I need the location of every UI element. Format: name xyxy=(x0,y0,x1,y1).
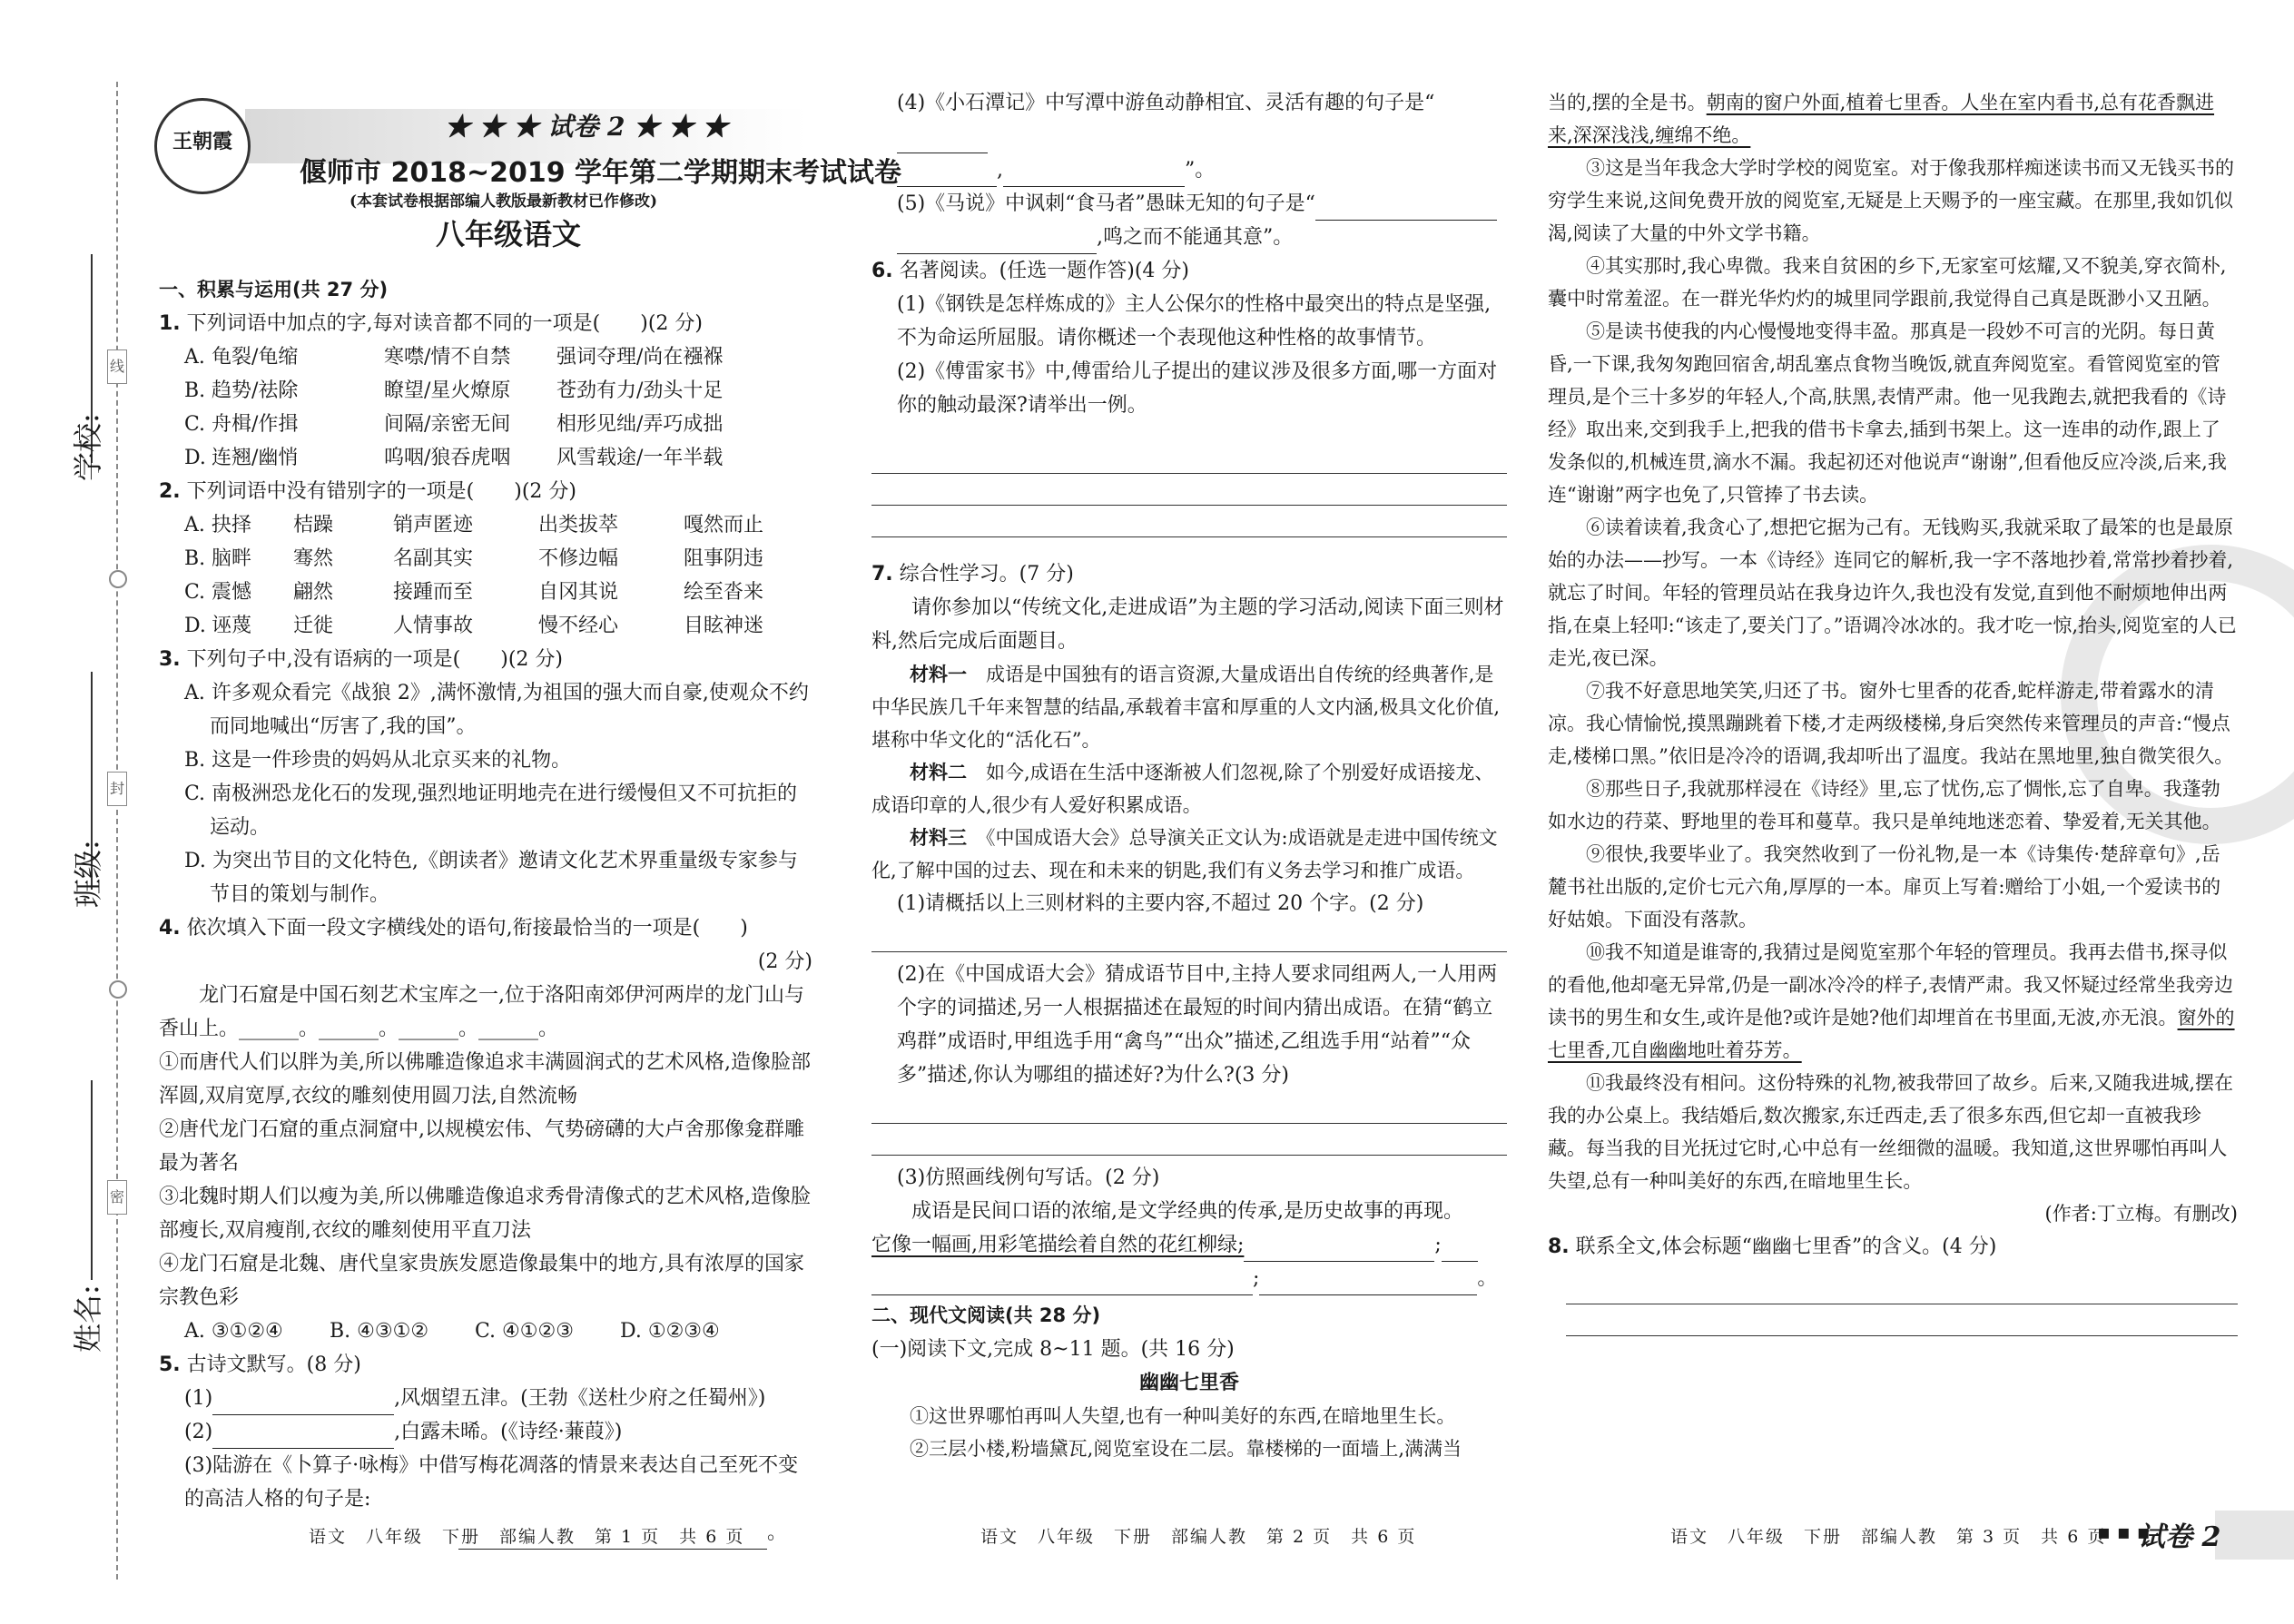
question-number: 7. xyxy=(871,563,893,586)
answer-blank[interactable] xyxy=(1442,1237,1478,1262)
series-tag-text: 试卷 2 xyxy=(547,112,625,142)
question-text: 综合性学习。(7 分) xyxy=(899,563,1074,586)
answer-blank[interactable] xyxy=(897,230,1097,254)
option-word: 出类拔萃 xyxy=(538,514,619,536)
question-text: 古诗文默写。(8 分) xyxy=(186,1353,361,1376)
question-score: (2 分) xyxy=(757,950,812,973)
question-number: 8. xyxy=(1548,1235,1570,1258)
answer-line[interactable] xyxy=(871,442,1507,474)
punch-hole xyxy=(109,980,127,999)
answer-line[interactable] xyxy=(871,506,1507,537)
question-text: 名著阅读。(任选一题作答)(4 分) xyxy=(899,260,1189,282)
section-heading: 二、现代文阅读(共 28 分) xyxy=(871,1304,1101,1326)
option-word: 慢不经心 xyxy=(538,615,619,637)
example-sentence: 成语是民间口语的浓缩,是文学经典的传承,是历史故事的再现。 xyxy=(911,1200,1463,1223)
answer-blank[interactable] xyxy=(1315,196,1497,221)
option-word: 寒噤/情不自禁 xyxy=(384,346,511,369)
option-word: 震憾 xyxy=(212,581,252,604)
answer-line[interactable] xyxy=(1566,1273,2238,1304)
option-word: 骞然 xyxy=(293,547,334,570)
option-word: 人情事故 xyxy=(393,615,474,637)
option-letter: C. xyxy=(184,413,206,436)
question-text: 下列词语中加点的字,每对读音都不同的一项是( )(2 分) xyxy=(186,312,703,335)
question-number: 3. xyxy=(159,648,181,671)
choice-row xyxy=(159,1314,812,1348)
page-footer: 语文 八年级 下册 部编人教 第 3 页 共 6 页 xyxy=(1670,1527,2107,1547)
sub-text: ,风烟望五津。(王勃《送杜少府之任蜀州》) xyxy=(394,1387,766,1410)
option-row[interactable] xyxy=(159,374,812,408)
sub-text: ,鸣之而不能通其意”。 xyxy=(1097,226,1294,249)
logo-text: 王朝霞 xyxy=(172,130,232,153)
answer-line[interactable] xyxy=(871,474,1507,506)
option-row[interactable] xyxy=(159,542,812,576)
choice-c[interactable]: C. ④①②③ xyxy=(475,1320,574,1343)
binding-strip xyxy=(0,0,136,1624)
sub-question: (3)陆游在《卜算子·咏梅》中借写梅花凋落的情景来表达自己至死不变的高洁人格的句子是: xyxy=(184,1454,799,1511)
material-label: 材料一 xyxy=(910,663,967,685)
exam-note: (本套试卷根据部编人教版最新教材已作修改) xyxy=(350,192,658,211)
option-word: 龟裂/龟缩 xyxy=(212,346,299,369)
option-c[interactable]: C. 南极洲恐龙化石的发现,强烈地证明地壳在进行缓慢但又不可抗拒的运动。 xyxy=(184,782,798,839)
underlined-sentence: 朝南的窗户外面,植着七里香。人坐在室内看书,总有花香飘进来,深深浅浅,缠绵不绝。 xyxy=(1548,92,2215,146)
option-word: 诬蔑 xyxy=(212,615,252,637)
option-word: 舟楫/作揖 xyxy=(212,413,299,436)
answer-blank[interactable] xyxy=(1244,1237,1434,1262)
page-2-column: (4)《小石潭记》中写潭中游鱼动静相宜、灵活有趣的句子是“ , ”。 (5)《马说》中讽刺“食马者”愚昧无知的句子是“ ,鸣之而不能通其意”。 6. 名著阅读。(任选一题作答)(4 分) (1)《钢铁是怎样炼成的》主人公保尔的性格中最突出的特点是坚强,不为命运所屈服。请你概述一个表现他这种性格的故事情节。 (2)《傅雷家书》中,傅雷给儿子提出的建议涉及很多方面,哪一方面对你的触动最深?请举出一例。 7. 综合性学习。(7 分) 请你参加以“传统文化,走进成语”为主题的学习活动,阅读下面三则材料,然后完成后面题目。 材料一 成语是中国独有的语言资源,大量成语出自传统的经典著作,是中华民族几千年来智慧的结晶,承载着丰富和厚重的人文内涵,极具文化价值,堪称中华文化的“活化石”。 材料二 如今,成语在生活中逐渐被人们忽视,除了个别爱好成语接龙、成语印章的人,很少有人爱好积累成语。 材料三 《中国成语大会》总导演关正文认为:成语就是走进中国传统文化,了解中国的过去、现在和未来的钥匙,我们有义务去学习和推广成语。 (1)请概括以上三则材料的主要内容,不超过 20 个字。(2 分) (2)在《中国成语大会》猜成语节目中,主持人要求同组两人,一人用两个字的词描述,另一人根据描述在最短的时间内猜出成语。在猜“鹤立鸡群”成语时,甲组选手用“禽鸟”“出众”描述,乙组选手用“站着”“众多”描述,你认为哪组的描述好?为什么?(3 分) (3)仿照画线例句写话。(2 分) 成语是民间口语的浓缩,是文学经典的传承,是历史故事的再现。 它像一幅画,用彩笔描绘着自然的花红柳绿; ; ; 。 二、现代文阅读(共 28 分) (一)阅读下文,完成 8~11 题。(共 16 分) 幽幽七里香 ①这世界哪怕再叫人失望,也有一种叫美好的东西,在暗地里生长。 ②三层小楼,粉墙黛瓦,阅览室设在二层。靠楼梯的一面墙上,满满当 xyxy=(871,86,1507,1465)
essay-paragraph: ⑪我最终没有相问。这份特殊的礼物,被我带回了故乡。后来,又随我进城,摆在我的办公桌上。我结婚后,数次搬家,东迁西走,丢了很多东西,但它却一直被我珍藏。每当我的目光抚过它时,心中总有一丝细微的温暖。我知道,这世界哪怕再叫人失望,总有一种叫美好的东西,在暗地里生长。 xyxy=(1548,1072,2234,1192)
answer-line[interactable] xyxy=(871,1124,1507,1156)
option-word: 风雪载途/一年半载 xyxy=(556,447,724,469)
question-text: 下列词语中没有错别字的一项是( )(2 分) xyxy=(186,480,576,503)
essay-text: 当的,摆的全是书。 xyxy=(1548,92,1707,113)
essay-paragraph: ⑨很快,我要毕业了。我突然收到了一份礼物,是一本《诗集传·楚辞章句》,岳麓书社出版的,定价七元六角,厚厚的一本。扉页上写着:赠给丁小姐,一个爱读书的好姑娘。下面没有落款。 xyxy=(1548,843,2221,930)
subject-title: 八年级语文 xyxy=(436,217,582,251)
series-tag: ★ ★ ★ 试卷 2 ★ ★ ★ xyxy=(445,112,728,142)
class-label: 班级: xyxy=(71,840,105,908)
question-number: 4. xyxy=(159,917,181,940)
option-word: 嘎然而止 xyxy=(684,514,764,536)
option-a[interactable]: A. 许多观众看完《战狼 2》,满怀激情,为祖国的强大而自豪,使观众不约而同地喊出“厉害了,我的国”。 xyxy=(184,682,809,738)
answer-blank[interactable] xyxy=(212,1424,394,1449)
seal-line xyxy=(116,82,118,1580)
option-b[interactable]: B. 这是一件珍贵的妈妈从北京买来的礼物。 xyxy=(184,749,572,772)
option-d[interactable]: D. 为突出节目的文化特色,《朗读者》邀请文化艺术界重量级专家参与节目的策划与制作。 xyxy=(184,850,798,906)
essay-paragraph: ⑧那些日子,我就那样浸在《诗经》里,忘了忧伤,忘了惆怅,忘了自卑。我蓬勃如水边的荇菜、野地里的卷耳和蔓草。我只是单纯地迷恋着、挚爱着,无关其他。 xyxy=(1548,778,2221,832)
option-word: 抉择 xyxy=(212,514,252,536)
choice-a[interactable]: A. ③①②④ xyxy=(184,1320,283,1343)
option-row[interactable] xyxy=(159,441,812,475)
option-letter: C. xyxy=(184,581,206,604)
essay-paragraph: ⑤是读书使我的内心慢慢地变得丰盈。那真是一段妙不可言的光阴。每日黄昏,一下课,我匆匆跑回宿舍,胡乱塞点食物当晚饭,就直奔阅览室。看管阅览室的管理员,是个三十多岁的年轻人,个高,肤黑,表情严肃。他一见我跑去,就把我看的《诗经》取出来,交到我手上,把我的借书卡拿去,插到书架上。这一连串的动作,跟上了发条似的,机械连贯,滴水不漏。我起初还对他说声“谢谢”,但看他反应冷淡,后来,我连“谢谢”两字也免了,只管捧了书去读。 xyxy=(1548,320,2227,506)
option-word: 连翘/幽悄 xyxy=(212,447,299,469)
sub-number: (2) xyxy=(184,1421,213,1443)
option-word: 脑畔 xyxy=(212,547,252,570)
corner-tag: 试卷 2 xyxy=(2138,1521,2221,1553)
sub-text: ,白露未晞。(《诗经·蒹葭》) xyxy=(394,1421,623,1443)
question-text: 联系全文,体会标题“幽幽七里香”的含义。(4 分) xyxy=(1575,1235,1997,1258)
essay-paragraph: ②三层小楼,粉墙黛瓦,阅览室设在二层。靠楼梯的一面墙上,满满当 xyxy=(910,1438,1462,1460)
option-word: 瞭望/星火燎原 xyxy=(384,379,511,402)
underlined-sentence: 窗外的七里香,兀自幽幽地吐着芬芳。 xyxy=(1548,1007,2235,1061)
answer-blank[interactable] xyxy=(897,162,997,187)
exam-title: 偃师市 2018~2019 学年第二学期期末考试试卷 xyxy=(300,157,902,189)
option-letter: B. xyxy=(184,547,206,570)
passage-text: 龙门石窟是中国石刻艺术宝库之一,位于洛阳南郊伊河两岸的龙门山与香山上。______。______。______。______。 xyxy=(159,984,804,1040)
option-word: 翩然 xyxy=(293,581,334,604)
sub-question: (1)请概括以上三则材料的主要内容,不超过 20 个字。(2 分) xyxy=(897,892,1424,915)
option-word: 迁徙 xyxy=(293,615,334,637)
logo xyxy=(154,98,251,194)
sub-text: ”。 xyxy=(1185,159,1216,182)
question-text: 依次填入下面一段文字横线处的语句,衔接最恰当的一项是( ) xyxy=(186,917,748,940)
option-word: 接踵而至 xyxy=(393,581,474,604)
corner-band xyxy=(2215,1511,2294,1560)
section-subheading: (一)阅读下文,完成 8~11 题。(共 16 分) xyxy=(871,1338,1235,1361)
name-label: 姓名: xyxy=(71,1284,105,1353)
option-word: 相形见绌/弄巧成拙 xyxy=(556,413,724,436)
school-label: 学校: xyxy=(71,413,105,481)
option-row[interactable] xyxy=(159,408,812,441)
sub-question: (3)仿照画线例句写话。(2 分) xyxy=(897,1166,1160,1189)
sub-text: (5)《马说》中讽刺“食马者”愚昧无知的句子是“ xyxy=(897,192,1315,215)
sub-question: (2)《傅雷家书》中,傅雷给儿子提出的建议涉及很多方面,哪一方面对你的触动最深?请举出一例。 xyxy=(897,360,1498,417)
page-3-column xyxy=(1548,86,2238,1336)
option-row[interactable] xyxy=(159,609,812,643)
essay-paragraph: ①这世界哪怕再叫人失望,也有一种叫美好的东西,在暗地里生长。 xyxy=(910,1405,1456,1427)
answer-blank[interactable] xyxy=(212,1391,394,1415)
essay-paragraph: ⑥读着读着,我贪心了,想把它据为己有。无钱购买,我就采取了最笨的也是最原始的办法——抄写。一本《诗经》连同它的解析,我一字不落地抄着,常常抄着抄着,就忘了时间。年轻的管理员站在我身边许久,我也没有发觉,直到他不耐烦地伸出两指,在桌上轻叩:“该走了,要关门了。”语调冷冰冰的。我才吃一惊,抬头,阅览室的人已走光,夜已深。 xyxy=(1548,517,2237,669)
option-row[interactable] xyxy=(159,576,812,609)
option-word: 苍劲有力/劲头十足 xyxy=(556,379,724,402)
choice-d[interactable]: D. ①②③④ xyxy=(620,1320,720,1343)
material-label: 材料二 xyxy=(910,761,967,783)
seal-char-feng: 封 xyxy=(107,772,127,806)
essay-text: ⑩我不知道是谁寄的,我猜过是阅览室那个年轻的管理员。我再去借书,探寻似的看他,他却毫无异常,仍是一副冰冷冷的样子,表情严肃。我又怀疑过经常坐我旁边读书的男生和女生,或许是他?或许是她?他们却埋首在书里面,无波,亦无浪。 xyxy=(1548,941,2234,1029)
sub-text: (4)《小石潭记》中写潭中游鱼动静相宜、灵活有趣的句子是“ xyxy=(897,92,1435,114)
name-field[interactable] xyxy=(91,1080,93,1280)
option-word: 强词夺理/尚在襁褓 xyxy=(556,346,724,369)
question-text: 下列句子中,没有语病的一项是( )(2 分) xyxy=(186,648,563,671)
sentence-item: ①而唐代人们以胖为美,所以佛雕造像追求丰满圆润式的艺术风格,造像脸部浑圆,双肩宽厚,衣纹的雕刻使用圆刀法,自然流畅 xyxy=(159,1051,811,1107)
page-footer: 语文 八年级 下册 部编人教 第 1 页 共 6 页 xyxy=(309,1527,745,1547)
question-number: 1. xyxy=(159,312,181,335)
question-number: 2. xyxy=(159,480,181,503)
seal-char-xian: 线 xyxy=(107,349,127,384)
page-footer: 语文 八年级 下册 部编人教 第 2 页 共 6 页 xyxy=(980,1527,1417,1547)
option-word: 绘至沓来 xyxy=(684,581,764,604)
sentence-item: ②唐代龙门石窟的重点洞窟中,以规模宏伟、气势磅礴的大卢舍那像龛群雕最为著名 xyxy=(159,1118,804,1175)
option-word: 趋势/祛除 xyxy=(212,379,299,402)
question-number: 6. xyxy=(871,260,893,282)
option-letter: A. xyxy=(184,346,205,369)
sentence-item: ④龙门石窟是北魏、唐代皇家贵族发愿造像最集中的地方,具有浓厚的国家宗教色彩 xyxy=(159,1253,804,1309)
essay-title: 幽幽七里香 xyxy=(1138,1372,1239,1394)
option-word: 名副其实 xyxy=(393,547,474,570)
option-word: 自冈其说 xyxy=(538,581,619,604)
underlined-example: 它像一幅画,用彩笔描绘着自然的花红柳绿; xyxy=(871,1234,1245,1256)
answer-blank[interactable] xyxy=(871,1271,1253,1295)
option-word: 呜咽/狼吞虎咽 xyxy=(384,447,511,469)
answer-line[interactable] xyxy=(871,1092,1507,1124)
option-word: 目眩神迷 xyxy=(684,615,764,637)
option-letter: D. xyxy=(184,615,206,637)
essay-paragraph: ③这是当年我念大学时学校的阅览室。对于像我那样痴迷读书而又无钱买书的穷学生来说,这间免费开放的阅览室,无疑是上天赐予的一座宝藏。在那里,我如饥似渴,阅读了大量的中外文学书籍。 xyxy=(1548,157,2234,244)
essay-paragraph: ④其实那时,我心卑微。我来自贫困的乡下,无家室可炫耀,又不貌美,穿衣简朴,囊中时常羞涩。在一群光华灼灼的城里同学跟前,我觉得自己真是既渺小又丑陋。 xyxy=(1548,255,2227,310)
essay-paragraph: ⑦我不好意思地笑笑,归还了书。窗外七里香的花香,蛇样游走,带着露水的清凉。我心情愉悦,摸黑蹦跳着下楼,才走两级楼梯,身后突然传来管理员的声音:“慢点走,楼梯口黑。”依旧是冷冷的语调,我却听出了温度。我站在黑地里,独自微笑很久。 xyxy=(1548,680,2234,767)
sub-question: (2)在《中国成语大会》猜成语节目中,主持人要求同组两人,一人用两个字的词描述,另一人根据描述在最短的时间内猜出成语。在猜“鹤立鸡群”成语时,甲组选手用“禽鸟”“出众”描述,乙组选手用“站着”“众多”描述,你认为哪组的描述好?为什么?(3 分) xyxy=(897,963,1498,1087)
option-letter: A. xyxy=(184,514,205,536)
answer-line[interactable] xyxy=(871,920,1507,952)
question-number: 5. xyxy=(159,1353,181,1376)
byline: (作者:丁立梅。有删改) xyxy=(2044,1203,2238,1225)
choice-b[interactable]: B. ④③①② xyxy=(330,1320,429,1343)
option-letter: D. xyxy=(184,447,206,469)
page-1-column: 一、积累与运用(共 27 分) 1. 下列词语中加点的字,每对读音都不同的一项是( )(2 分) A. 龟裂/龟缩 寒噤/情不自禁 强词夺理/尚在襁褓 B. 趋势/祛除 瞭望/星火燎原 苍劲有力/劲头十足 C. 舟楫/作揖 间隔/亲密无间 相形见绌/弄巧成拙 D. 连翘/幽悄 呜咽/狼吞虎咽 风雪载途/一年半载 2. 下列词语中没有错别字的一项是( )(2 分) A. 抉择 桔躁 销声匿迹 出类拔萃 嘎然而止 B. 脑畔 骞然 名副其实 不修边幅 阻事阴违 C. 震憾 翩然 接踵而至 自冈其说 绘至沓来 D. 诬蔑 迁徙 人情事故 慢不经心 目眩神迷 3. 下列句子中,没有语病的一项是( )(2 分) A. 许多观众看完《战狼 2》,满怀激情,为祖国的强大而自豪,使观众不约而同地喊出“厉害了,我的国”。 B. 这是一件珍贵的妈妈从北京买来的礼物。 C. 南极洲恐龙化石的发现,强烈地证明地壳在进行缓慢但又不可抗拒的运动。 D. 为突出节目的文化特色,《朗读者》邀请文化艺术界重量级专家参与节目的策划与制作。 4. 依次填入下面一段文字横线处的语句,衔接最恰当的一项是( ) (2 分) 龙门石窟是中国石刻艺术宝库之一,位于洛阳南郊伊河两岸的龙门山与香山上。______。______。______。______。 ①而唐代人们以胖为美,所以佛雕造像追求丰满圆润式的艺术风格,造像脸部浑圆,双肩宽厚,衣纹的雕刻使用圆刀法,自然流畅 ②唐代龙门石窟的重点洞窟中,以规模宏伟、气势磅礴的大卢舍那像龛群雕最为著名 ③北魏时期人们以瘦为美,所以佛雕造像追求秀骨清像式的艺术风格,造像脸部瘦长,双肩瘦削,衣纹的雕刻使用平直刀法 ④龙门石窟是北魏、唐代皇家贵族发愿造像最集中的地方,具有浓厚的国家宗教色彩 A. ③①②④ B. ④③①② C. ④①②③ D. ①②③④ 5. 古诗文默写。(8 分) (1) ,风烟望五津。(王勃《送杜少府之任蜀州》) (2) ,白露未晞。(《诗经·蒹葭》) (3)陆游在《卜算子·咏梅》中借写梅花凋落的情景来表达自己至死不变的高洁人格的句子是: 。 xyxy=(159,268,812,1550)
answer-blank[interactable] xyxy=(1003,162,1185,187)
question-intro: 请你参加以“传统文化,走进成语”为主题的学习活动,阅读下面三则材料,然后完成后面题目。 xyxy=(871,596,1504,653)
answer-line[interactable] xyxy=(1566,1304,2238,1336)
material-text: 《中国成语大会》总导演关正文认为:成语就是走进中国传统文化,了解中国的过去、现在和未来的钥匙,我们有义务去学习和推广成语。 xyxy=(871,827,1498,881)
seal-char-mi: 密 xyxy=(107,1180,127,1215)
option-letter: B. xyxy=(184,379,206,402)
option-word: 桔躁 xyxy=(293,514,334,536)
option-row[interactable] xyxy=(159,340,812,374)
material-label: 材料三 xyxy=(910,826,967,849)
option-word: 阻事阴违 xyxy=(684,547,764,570)
material-text: 如今,成语在生活中逐渐被人们忽视,除了个别爱好成语接龙、成语印章的人,很少有人爱好积累成语。 xyxy=(871,762,1494,816)
section-heading: 一、积累与运用(共 27 分) xyxy=(159,279,389,300)
sub-number: (1) xyxy=(184,1387,213,1410)
answer-blank[interactable] xyxy=(1259,1271,1477,1295)
option-word: 不修边幅 xyxy=(538,547,619,570)
option-word: 销声匿迹 xyxy=(393,514,474,536)
option-row[interactable] xyxy=(159,508,812,542)
sentence-item: ③北魏时期人们以瘦为美,所以佛雕造像追求秀骨清像式的艺术风格,造像脸部瘦长,双肩瘦削,衣纹的雕刻使用平直刀法 xyxy=(159,1186,811,1242)
punch-hole xyxy=(109,570,127,588)
material-text: 成语是中国独有的语言资源,大量成语出自传统的经典著作,是中华民族几千年来智慧的结晶,承载着丰富和厚重的人文内涵,极具文化价值,堪称中华文化的“活化石”。 xyxy=(871,664,1501,751)
sub-question: (1)《钢铁是怎样炼成的》主人公保尔的性格中最突出的特点是坚强,不为命运所屈服。请你概述一个表现他这种性格的故事情节。 xyxy=(897,293,1492,349)
option-word: 间隔/亲密无间 xyxy=(384,413,511,436)
corner-dots: ▪ ▪ ▪ xyxy=(2097,1521,2151,1544)
answer-blank[interactable] xyxy=(897,129,988,153)
